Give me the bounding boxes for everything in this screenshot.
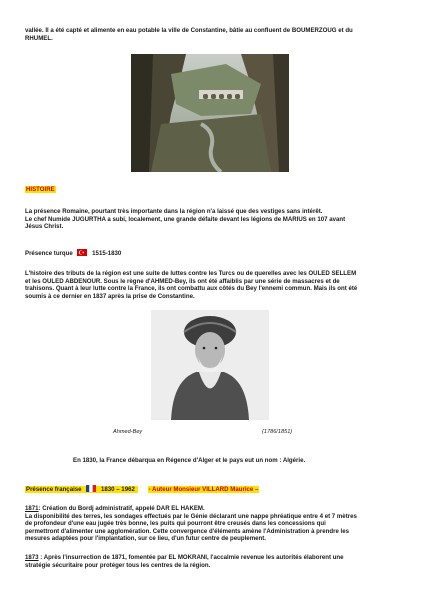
histoire-line-2: Le chef Numide JUGURTHA a subi, localement, une grande défaite devant les légions de MARIUS en 107 avant: [25, 215, 346, 223]
ahmed-bey-portrait: [151, 310, 269, 420]
p1871-year: 1871: [25, 505, 39, 512]
p1871-line-4: mesures adaptées pour l'implantation, sur ce lieu, d'un futur centre de peuplement.: [25, 535, 266, 543]
p1871-line-1: La disponibilité des terres, les sondages effectués par le Génie déclarant une nappe phréatique entre 4 et 7 mètres: [25, 512, 357, 520]
portrait-drawing: [151, 310, 269, 420]
p1873-paragraph: [25, 554, 400, 569]
p1873-year: 1873: [25, 554, 39, 561]
turkish-flag-icon: [77, 249, 87, 256]
p1873-line-2: stratégie sécuritaire pour protéger tous les centres de la région.: [25, 561, 211, 569]
p1871-title: : Création du Bordj administratif, appelé DAR EL HAKEM.: [38, 505, 205, 512]
turque-line-3: trahisons. Quant à leur lutte contre la France, ils ont combattu aux côtés du Bey l'ennemi commun. Mais ils ont été: [25, 285, 358, 293]
francaise-heading-box: [25, 486, 138, 493]
turque-heading: Présence turque: [25, 250, 73, 257]
p1873-line-1: : Après l'insurrection de 1871, fomentée par EL MOKRANI, l'accalmie revenue les autorités élaborent une: [38, 554, 344, 561]
french-flag-icon: [86, 485, 96, 492]
turque-heading-row: [25, 249, 400, 258]
portrait-caption-right: (1786/1851): [262, 429, 293, 435]
francaise-years: 1830 – 1962: [100, 486, 135, 493]
gorge-photo-drawing: [131, 54, 289, 172]
intro-paragraph: [25, 27, 400, 42]
turque-line-1: L'histoire des tributs de la région est une suite de luttes contre les Turcs ou de querelles avec les OULED SELLEM: [25, 270, 357, 277]
gorge-photo: [131, 54, 289, 172]
p1873-row-1: [25, 554, 400, 562]
turque-years: 1515-1830: [92, 250, 122, 257]
francaise-heading-row: [25, 485, 400, 494]
turque-paragraph: [25, 270, 400, 300]
p1871-paragraph: [25, 505, 400, 543]
francaise-heading: Présence française: [26, 486, 82, 493]
portrait-caption-left: Ahmed-Bey: [113, 429, 143, 435]
histoire-heading-row: [25, 186, 400, 194]
histoire-line-1: La présence Romaine, pourtant très importante dans la région n'a laissé que des vestiges sans intérêt.: [25, 208, 323, 215]
p1871-title-row: [25, 505, 400, 513]
francaise-author: - Auteur Monsieur VILLARD Maurice –: [148, 486, 259, 493]
p1871-line-2: de profondeur d'une eau jugée très bonne, les puits qui pourront être creusés dans les concessions qui: [25, 520, 326, 528]
histoire-paragraph: [25, 208, 400, 231]
histoire-line-3: Jésus Christ.: [25, 223, 64, 231]
intro-line-1: vallée. Il a été capté et alimente en eau potable la ville de Constantine, bâtie au confluent de BOUMERZOUG et du: [25, 27, 353, 34]
turque-line-2: et les OULED ABDENOUR. Sous le règne d'AHMED-Bey, ils ont été affaiblis par une série de massacres et de: [25, 277, 340, 285]
histoire-heading: HISTOIRE: [26, 186, 55, 193]
intro-line-2: RHUMEL.: [25, 34, 53, 42]
turque-line-4: soumis à ce dernier en 1837 après la prise de Constantine.: [25, 292, 195, 300]
p1871-line-3: permettront d'alimenter une agglomération. Cette convergence d'éléments amène l'Administration à prendre les: [25, 527, 350, 535]
algerie-line: En 1830, la France débarqua en Régence d'Alger et le pays eut un nom : Algérie.: [73, 457, 306, 464]
